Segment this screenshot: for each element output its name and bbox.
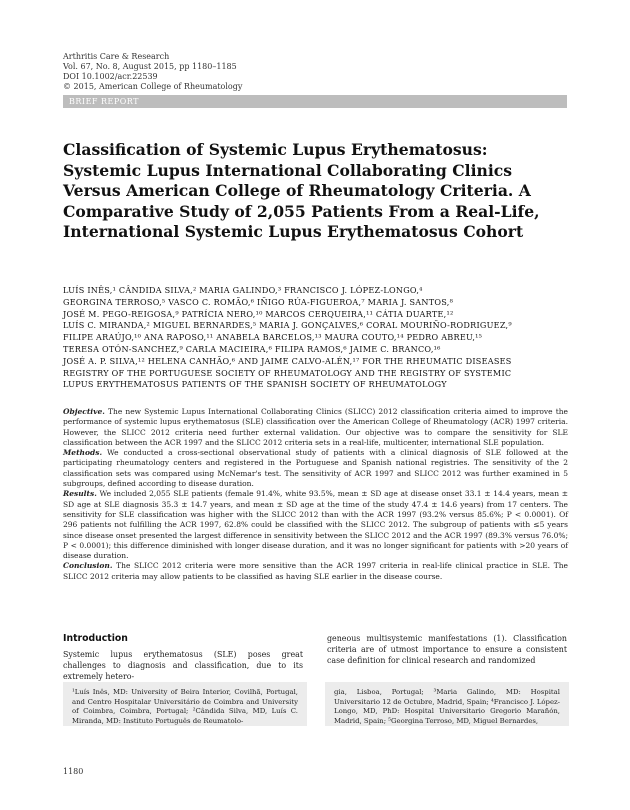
author-line: GEORGINA TERROSO,⁵ VASCO C. ROMÃO,⁶ IÑIGO RÚA-FIGUEROA,⁷ MARIA J. SANTOS,⁸ xyxy=(63,296,454,307)
journal-meta xyxy=(63,52,242,92)
intro-right-column xyxy=(327,633,567,666)
abstract-objective xyxy=(63,407,568,448)
journal-doi: DOI 10.1002/acr.22539 xyxy=(63,72,158,81)
abstract-results-text: We included 2,055 SLE patients (female 91.4%, white 93.5%, mean ± SD age at disease onset 33.1 ± 14.4 years, mean ± SD age at SLE diagnosis 35.3 ± 14.7 years, and mean ± SD age at the time of the study 47.4 ± 14.6 years) from 17 centers. The sensitivity for SLE classification was higher with the SLICC 2012 than with the ACR 1997 (93.2% versus 85.6%; P < 0.0001). Of 296 patients not fulfilling the ACR 1997, 62.8% could be classified with the SLICC 2012. The subgroup of patients with ≤5 years since disease onset presented the largest difference in sensitivity between the SLICC 2012 and the ACR 1997 (89.3% versus 76.0%; P < 0.0001); this difference diminished with longer disease duration, and it was no longer significant for patients with >20 years of disease duration. xyxy=(63,489,569,561)
intro-left-column xyxy=(63,633,303,682)
page-number: 1180 xyxy=(63,767,84,776)
abstract-conclusion-label: Conclusion. xyxy=(63,561,113,571)
author-line: LUÍS INÊS,¹ CÂNDIDA SILVA,² MARIA GALINDO,³ FRANCISCO J. LÓPEZ-LONGO,⁴ xyxy=(63,285,423,295)
abstract-results-label: Results. xyxy=(63,489,97,499)
abstract-conclusion xyxy=(63,561,568,582)
abstract-methods xyxy=(63,448,568,489)
abstract-methods-text: We conducted a cross-sectional observational study of patients with a clinical diagnosis of SLE followed at the participating rheumatology centers and registered in the Portuguese and Spanish national registries. The sensitivity of the 2 classification sets was compared using McNemar's test. The sensitivity of ACR 1997 and SLICC 2012 was further examined in 5 subgroups, defined according to disease duration. xyxy=(63,448,569,489)
article-title: Classification of Systemic Lupus Erythematosus: Systemic Lupus International Collaborating Clinics Versus American College of Rheumatology Criteria. A Comparative Study of 2,055 Patients From a Real-Life, International Systemic Lupus Erythematosus Cohort xyxy=(63,140,540,241)
journal-name: Arthritis Care & Research xyxy=(63,52,170,61)
abstract-objective-label: Objective. xyxy=(63,407,105,416)
author-line: LUÍS C. MIRANDA,² MIGUEL BERNARDES,⁵ MARIA J. GONÇALVES,⁶ CORAL MOURIÑO-RODRIGUEZ,⁹ xyxy=(63,320,512,331)
intro-heading: Introduction xyxy=(63,633,128,644)
abstract xyxy=(63,407,568,582)
author-line: LUPUS ERYTHEMATOSUS PATIENTS OF THE SPANISH SOCIETY OF RHEUMATOLOGY xyxy=(63,379,447,390)
abstract-methods-label: Methods. xyxy=(63,448,103,458)
abstract-objective-text: The new Systemic Lupus International Collaborating Clinics (SLICC) 2012 classification criteria aimed to improve the performance of systemic lupus erythematosus (SLE) classification over the American College of Rheumatology (ACR) 1997 criteria. However, the SLICC 2012 criteria need further external validation. Our objective was to compare the sensitivity for SLE classification between the ACR 1997 and the SLICC 2012 criteria sets in a real-life, multicenter, international SLE population. xyxy=(63,407,568,447)
journal-volume: Vol. 67, No. 8, August 2015, pp 1180–1185 xyxy=(63,62,237,71)
section-label: BRIEF REPORT xyxy=(63,95,567,108)
author-line: JOSÉ A. P. SILVA,¹² HELENA CANHÃO,⁶ AND JAIME CALVO-ALÉN,¹⁷ FOR THE RHEUMATIC DISEASES xyxy=(63,355,512,366)
abstract-results xyxy=(63,489,568,561)
author-line: TERESA OTÓN-SANCHEZ,⁹ CARLA MACIEIRA,⁶ FILIPA RAMOS,⁶ JAIME C. BRANCO,¹⁶ xyxy=(63,343,441,354)
journal-copyright: © 2015, American College of Rheumatology xyxy=(63,82,243,91)
affiliations-footnote-left: ¹Luís Inês, MD: University of Beira Interior, Covilhã, Portugal, and Centro Hospitalar Universitário de Coimbra and University of Coimbra, Coimbra, Portugal; ²Cândida Silva, MD, Luís C. Miranda, MD: Instituto Português de Reumatolo- xyxy=(63,682,307,726)
intro-right-text: geneous multisystemic manifestations (1). Classification criteria are of utmost importance to ensure a consistent case definition for clinical research and randomized xyxy=(327,634,567,665)
author-line: FILIPE ARAÚJO,¹⁰ ANA RAPOSO,¹¹ ANABELA BARCELOS,¹³ MAURA COUTO,¹⁴ PEDRO ABREU,¹⁵ xyxy=(63,332,483,343)
intro-left-text: Systemic lupus erythematosus (SLE) poses great challenges to diagnosis and classification, due to its extremely hetero- xyxy=(63,650,303,681)
author-line: JOSÉ M. PEGO-REIGOSA,⁹ PATRÍCIA NERO,¹⁰ MARCOS CERQUEIRA,¹¹ CÁTIA DUARTE,¹² xyxy=(63,308,454,319)
author-list xyxy=(63,285,568,391)
affiliations-footnote-right: gia, Lisboa, Portugal; ³Maria Galindo, MD: Hospital Universitario 12 de Octubre, Madrid, Spain; ⁴Francisco J. López-Longo, MD, PhD: Hospital Universitario Gregorio Marañón, Madrid, Spain; ⁵Georgina Terroso, MD, Miguel Bernardes, xyxy=(325,682,569,726)
author-line: REGISTRY OF THE PORTUGUESE SOCIETY OF RHEUMATOLOGY AND THE REGISTRY OF SYSTEMIC xyxy=(63,367,512,378)
abstract-conclusion-text: The SLICC 2012 criteria were more sensitive than the ACR 1997 criteria in real-life clinical practice in SLE. The SLICC 2012 criteria may allow patients to be classified as having SLE earlier in the disease course. xyxy=(63,561,568,581)
